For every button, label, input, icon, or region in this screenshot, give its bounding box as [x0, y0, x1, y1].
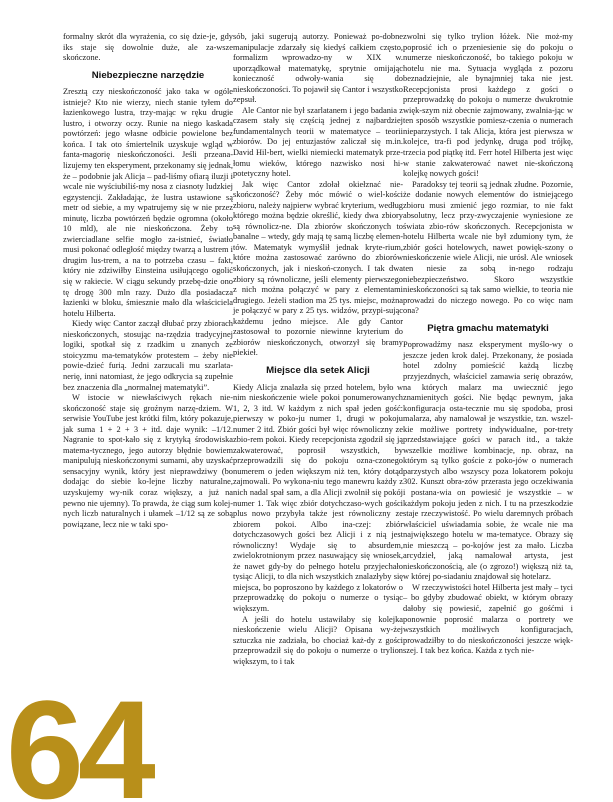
- text-column-3: [403, 32, 573, 657]
- section-heading: Piętra gmachu matematyki: [427, 322, 549, 334]
- paragraph: zwolni się tylko trylion łóżek. Nie moż-my poprosić ich o przeniesienie się do pokoju o numerze nieskończoność, bo takiego pokoju w hotelu nie ma. Sytuacja wygląda z pozoru beznadziejnie, ale bynajmniej taka nie jest. Recepcjonista prosi każdego z gości o przeprowadzkę do pokoju o numerze dwukrotnie więk-szym niż obecnie zajmowany, zwalnia-jąc w ten sposób wszystkie pomiesz-czenia o numerach nieparzystych. I tak Alicja, która jest pierwsza w kolejce, tra-fi pod jedynkę, druga pod trójkę, trzecia pod piątkę itd. Ferr hotel Hilberta jest więc w stanie zakwaterować nawet nie-skończoną kolejkę nowych gości!: [403, 32, 573, 179]
- paragraph: Kiedy więc Cantor zaczął dłubać przy zbiorach nieskończonych, stosując na-rzędzia tradycyjnej logiki, spotkał się z rzadkim u znanych ze stoicyzmu ma-tematyków protestem – żeby nie powie-dzieć furią. Jedni zarzucali mu szarlata-nerię, inni natomiast, że jego odkrycia są zupełnie bez znaczenia dla „normalnej matematyki”.: [63, 319, 233, 392]
- paragraph: Ale Cantor nie był szarlatanem i jego badania z czasem stały się częścią jednej z najbardziej fundamentalnych teorii w matematyce – teorii zbiorów. Do jej entuzjastów zaliczał się m.in. David Hil-bert, wielki niemiecki matematyk prze-łomu wieków, którego nazwisko nosi hi-potetyczny hotel.: [233, 105, 403, 179]
- paragraph: Zresztą czy nieskończoność jako taka w ogóle istnieje? Kto nie wierzy, niech stanie tyłem do łazienkowego lustra, trzy-mając w ręku drugie lustro, i otworzy oczy. Runie na niego kaskada powtórzeń: jego własne odbicie powielone bez końca. I tak oto śmiertelnik uzyskuje wgląd w fanta-magorię nieskończoności. Jeśli przeana-lizujemy ten eksperyment, przekonamy się jednak, że – podobnie jak Alicja – pad-liśmy ofiarą iluzji i wcale nie wyściubiliś-my nosa z ciasnoty ludzkiej egzystencji. Zakładając, że lustra ustawione są metr od siebie, a my wpatrujemy się w nie przez minutę, liczba powtórzeń będzie ogromna (około 10 mld), ale nie nieskończona. Żeby to zwierciadlane selfie mogło za-istnieć, światło musi pokonać odległość między twarzą a lustrem i drugim lus-trem, a na to potrzeba czasu – fakt, który nie zdziwiłby Einsteina usiłującego ogolić się w rakiecie. W ciągu sekundy przebę-dzie ono tę drogę 300 mln razy. Dużo dla posiadacza łazienki w bloku, śmiesznie mało dla właściciela hotelu Hilberta.: [63, 87, 234, 318]
- paragraph: Kiedy Alicja znalazła się przed hotelem, było w nim nieskończenie wiele pokoi ponumerowanych 1, 2, 3 itd. W każdym z nich spał jeden gość: pierwszy w poko-ju numer 1, drugi w pokoju numer 2 itd. Zbiór gości był więc równoliczny ze zbio-rem pokoi. Kiedy recepcjonista zgodził się ją zakwaterować, poprosił wszystkich, by przeprowadzili się do pokoju ozna-czonego numerem o jeden większym niż ten, który dotąd zajmowali. Po wykona-niu tego manewru każdy z nich nadal spał sam, a dla Alicji zwolnił się pokój numer 1. Tak więc zbiór dotychczaso-wych gości plus nowo przybyła także jest równoliczny ze zbiorem pokoi. Albo ina-czej: zbiór dotychczasowych gości bez Alicji i z nią jest równoliczny! Wydaje się to absurdem, zwielokrotnionym przez nasuwający się wniosek, że nawet gdy-by do pełnego hotelu przyjechało tysiąc Alicji, to dla nich wszystkich znalazłyby się miejsca, bo poproszono by każdego z lokatorów o przeprowadzkę do pokoju o numerze o tysiąc większym.: [233, 382, 403, 613]
- section-heading: Miejsce dla setek Alicji: [266, 364, 370, 376]
- paragraph: sób, jaki sugerują autorzy. Ponieważ po-dobne manipulacje zdarzały się kiedyś całkiem często, formalizm wprowadzo-ny w XIX w. uporządkował matematykę, sprytnie omijając konieczność odwoły-wania się do nieskończoności. To pojawił się Cantor i wszystko zepsuł.: [233, 32, 403, 105]
- paragraph: W rzeczywistości hotel Hilberta jest mały – tyci – bo gdyby zbudować obiekt, w którym obrazy dałoby się powiesić, zapełnić go gośćmi i ponownie poprosić malarza o portrety we wszystkich możliwych konfiguracjach, prowadziłby to do nieskończoności jeszcze więk-szej. I tak bez końca. Każda z tych nie-: [403, 582, 574, 656]
- section-heading: Niebezpieczne narzędzie: [91, 69, 205, 81]
- text-column-2: [233, 32, 403, 667]
- paragraph: Poprowadźmy nasz eksperyment myślo-wy o jeszcze jeden krok dalej. Przekonany, że posiada hotel zdolny pomieścić każdą liczbę przyjezdnych, właściciel zamawia serię obrazów, na których malarz ma uwiecznić jego znamienitych gości. Nie będąc pewnym, jaka konfiguracja osta-tecznie mu się spodoba, prosi malarza, aby namalował je wszystkie, tzn. wszel-kie możliwe portrety indywidualne, por-trety przedstawiające gości w parach itd., a także wszelkie możliwe kombinacje, np. obraz, na którym są tylko goście z poko-jów o numerach parzystych albo wszyscy poza lokatorem pokoju 302. Kunszt obra-zów przerasta jego oczekiwania i postana-wia on powiesić je wszystkie – w każdym pokoju jeden z nich. I tu na przeszkodzie staje rzeczywistość. Po wielu daremnych próbach właściciel uświadamia sobie, że wcale nie ma największego hotelu w ma-tematyce. Obrazy się nie mieszczą – po-kojów jest za mało. Liczba arcydzieł, jaką namalował artysta, jest nieskończonością, ale (o zgrozo!) większą niż ta, w której po-siadaniu znajdował się hotelarz.: [403, 340, 573, 582]
- paragraph: W istocie w niewłaściwych rękach nie-skończoność staje się groźnym narzę-dziem. W serwisie YouTube jest krótki film, który pokazuje, jak suma 1 + 2 + 3 + itd. daje wynik: –1/12. Nagranie to spot-kało się z krytyką środowiska matema-tycznego, jego autorzy błędnie bowiem manipulują nieskończonymi sumami, aby uzyskać sensacyjny wynik, który jest nieprawdziwy (bo dodając do siebie ko-lejne liczby naturalne, uzyskujemy wy-nik coraz większy, a już na pewno nie ujemny). To prawda, że ciąg sum kolej-nych liczb naturalnych i ułamek –1/12 są ze sobą powiązane, lecz nie w taki spo-: [63, 393, 233, 529]
- paragraph: Paradoksy tej teorii są jednak złudne. Pozornie, że dodanie nowych elementów do istniejącego zbioru musi zmienić jego rozmiar, to nie fakt absolutny, lecz przy-zwyczajenie wyniesione ze świata zbio-rów skończonych. Recepcjonista w hotelu Hilberta wcale nie był zdumiony tym, że zbiór gości hotelowych, nawet powięk-szony o nieskończenie wiele Alicji, nie urósł. Ale wniosek ten niesie za sobą in-nego rodzaju niebezpieczeństwo. Skoro wszystkie nieskończoności są tak samo wielkie, to teoria nie prowadzi do niczego nowego. Po co więc nam ona?: [403, 179, 573, 316]
- paragraph: Jak więc Cantor zdołał okiełznać nie-skończoność? Żeby móc mówić o wiel-kości zbioru, należy najpierw wybrać kryterium, według którego można będzie określić, kiedy dwa zbiory są równolicz-ne. Dla zbiorów skończonych to banalne – wtedy, gdy mają tę samą liczbę elemen-tów. Matematyk wymyślił jednak kryte-rium, które można zastosować zarówno do zbiorów skończonych, jak i nieskoń-czonych. I tak dwa zbiory są równoliczne, jeśli elementy pierwszego z nich można połączyć w pary z elementami drugiego. Jeżeli stadion ma 25 tys. miejsc, można je połączyć w pary z 25 tys. widzów, przypi-sując każdemu jedno miejsce. Ale gdy Cantor zastosował to pozornie niewinne kryterium do zbiorów nieskończonych, otworzył się bramy piekieł.: [233, 179, 403, 358]
- paragraph: formalny skrót dla wyrażenia, co się dzie-je, gdy iks staje się dowolnie duże, ale za-wsze skończone.: [63, 32, 233, 63]
- paragraph: A jeśli do hotelu ustawiłaby się kolejka nieskończenie wielu Alicji? Opisana wy-żej sztuczka nie zadziała, bo chociaż każ-dy z gości przeprowadził się do pokoju o numerze o trylion większym, to i tak: [233, 614, 403, 666]
- text-column-1: [63, 32, 233, 530]
- page-number: 64: [6, 692, 150, 802]
